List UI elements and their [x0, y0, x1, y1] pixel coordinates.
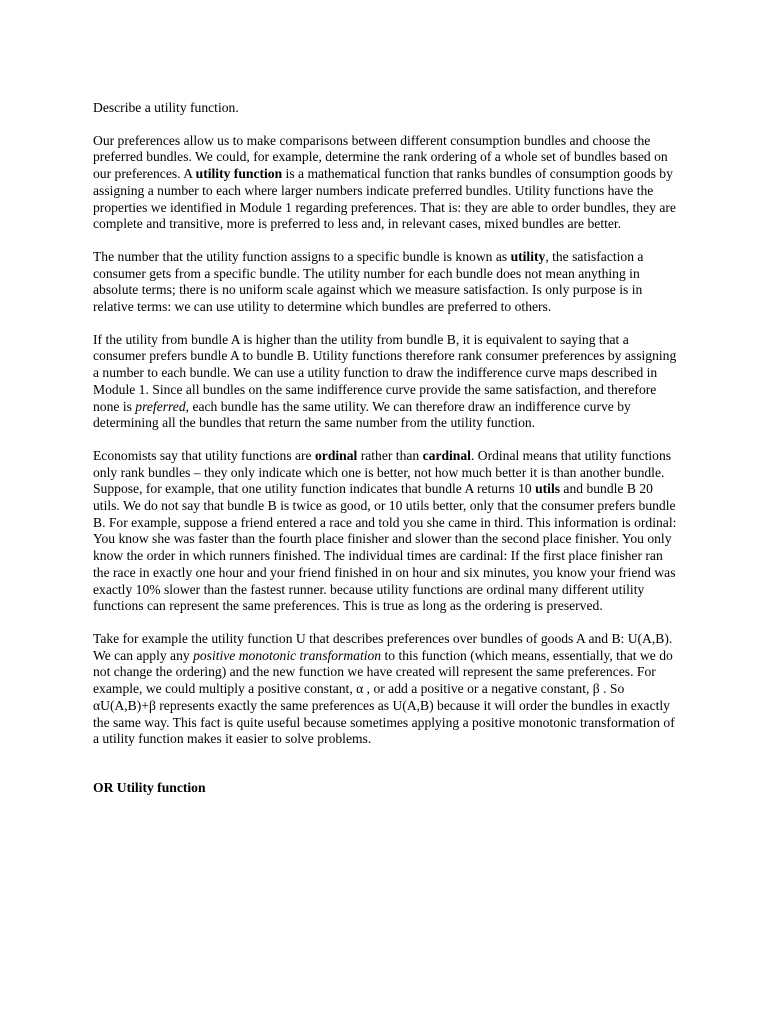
text-run: Take for example the utility function U that describes preferences over bundles of goods A and B: U(A,B). We can apply any — [93, 630, 673, 663]
text-run: to this function (which means, essentially, that we do not change the ordering) and the new function we have created will represent the same preferences. For example, we could multiply a positive constant, α , or add a positive or a negative constant, β . So αU(A,B)+β represents exactly the same preferences as U(A,B) because it will order the bundles in exactly the same way. This fact is quite useful because sometimes applying a positive monotonic transformation of a utility function makes it easier to solve problems. — [93, 647, 675, 747]
paragraph-indifference-curves — [93, 332, 678, 432]
bold-term-ordinal: ordinal — [315, 447, 358, 463]
section-heading: OR Utility function — [93, 779, 206, 795]
paragraph-utility-number — [93, 249, 678, 316]
italic-term-preferred: preferred — [135, 398, 186, 414]
paragraph-monotonic-transformation — [93, 631, 678, 748]
text-run: and bundle B 20 utils. We do not say that bundle B is twice as good, or 10 utils better, only that the consumer prefers bundle B. For example, suppose a friend entered a race and told you she came in third. This information is ordinal: You know she was faster than the fourth place finisher and slower than the second place finisher. You only know the order in which runners finished. The individual times are cardinal: If the first place finisher ran the race in exactly one hour and your friend finished in on hour and six minutes, you know your friend was exactly 10% slower than the fastest runner. because utility functions are ordinal many different utility functions can represent the same preferences. This is true as long as the ordering is preserved. — [93, 481, 677, 614]
bold-term-cardinal: cardinal — [422, 447, 471, 463]
text-run: , each bundle has the same utility. We can therefore draw an indifference curve by determining all the bundles that return the same number from the utility function. — [93, 398, 631, 431]
text-run: If the utility from bundle A is higher than the utility from bundle B, it is equivalent to saying that a consumer prefers bundle A to bundle B. Utility functions therefore rank consumer preferences by assigning a number to each bundle. We can use a utility function to draw the indifference curve maps described in Module 1. Since all bundles on the same indifference curve provide the same satisfaction, and therefore none is — [93, 331, 677, 414]
paragraph-utility-function-definition — [93, 133, 678, 233]
bold-term-utility: utility — [510, 248, 546, 264]
text-run: rather than — [357, 447, 423, 463]
paragraph-ordinal-cardinal — [93, 448, 678, 615]
document-page — [93, 100, 678, 813]
text-run: is a mathematical function that ranks bundles of consumption goods by assigning a number to each where larger numbers indicate preferred bundles. Utility functions have the properties we identified in Module 1 regarding preferences. That is: they are able to order bundles, they are complete and transitive, more is preferred to less and, in relevant cases, mixed bundles are better. — [93, 166, 676, 232]
italic-term-positive-monotonic-transformation: positive monotonic transformation — [193, 647, 382, 663]
bold-term-utility-function: utility function — [195, 166, 283, 182]
text-run: Our preferences allow us to make comparisons between different consumption bundles and choose the preferred bundles. We could, for example, determine the rank ordering of a whole set of bundles based on our preferences. A — [93, 132, 668, 182]
text-run: . Ordinal means that utility functions only rank bundles – they only indicate which one is better, not how much better it is than another bundle. Suppose, for example, that one utility function indicates that bundle A returns 10 — [93, 447, 672, 497]
text-run: Economists say that utility functions are — [93, 447, 315, 463]
bold-term-utils: utils — [535, 481, 561, 497]
text-run: The number that the utility function assigns to a specific bundle is known as — [93, 248, 511, 264]
question-text: Describe a utility function. — [93, 100, 239, 115]
text-run: , the satisfaction a consumer gets from a specific bundle. The utility number for each bundle does not mean anything in absolute terms; there is no uniform scale against which we measure satisfaction. Is only purpose is in relative terms: we can use utility to determine which bundles are preferred to others. — [93, 248, 644, 315]
